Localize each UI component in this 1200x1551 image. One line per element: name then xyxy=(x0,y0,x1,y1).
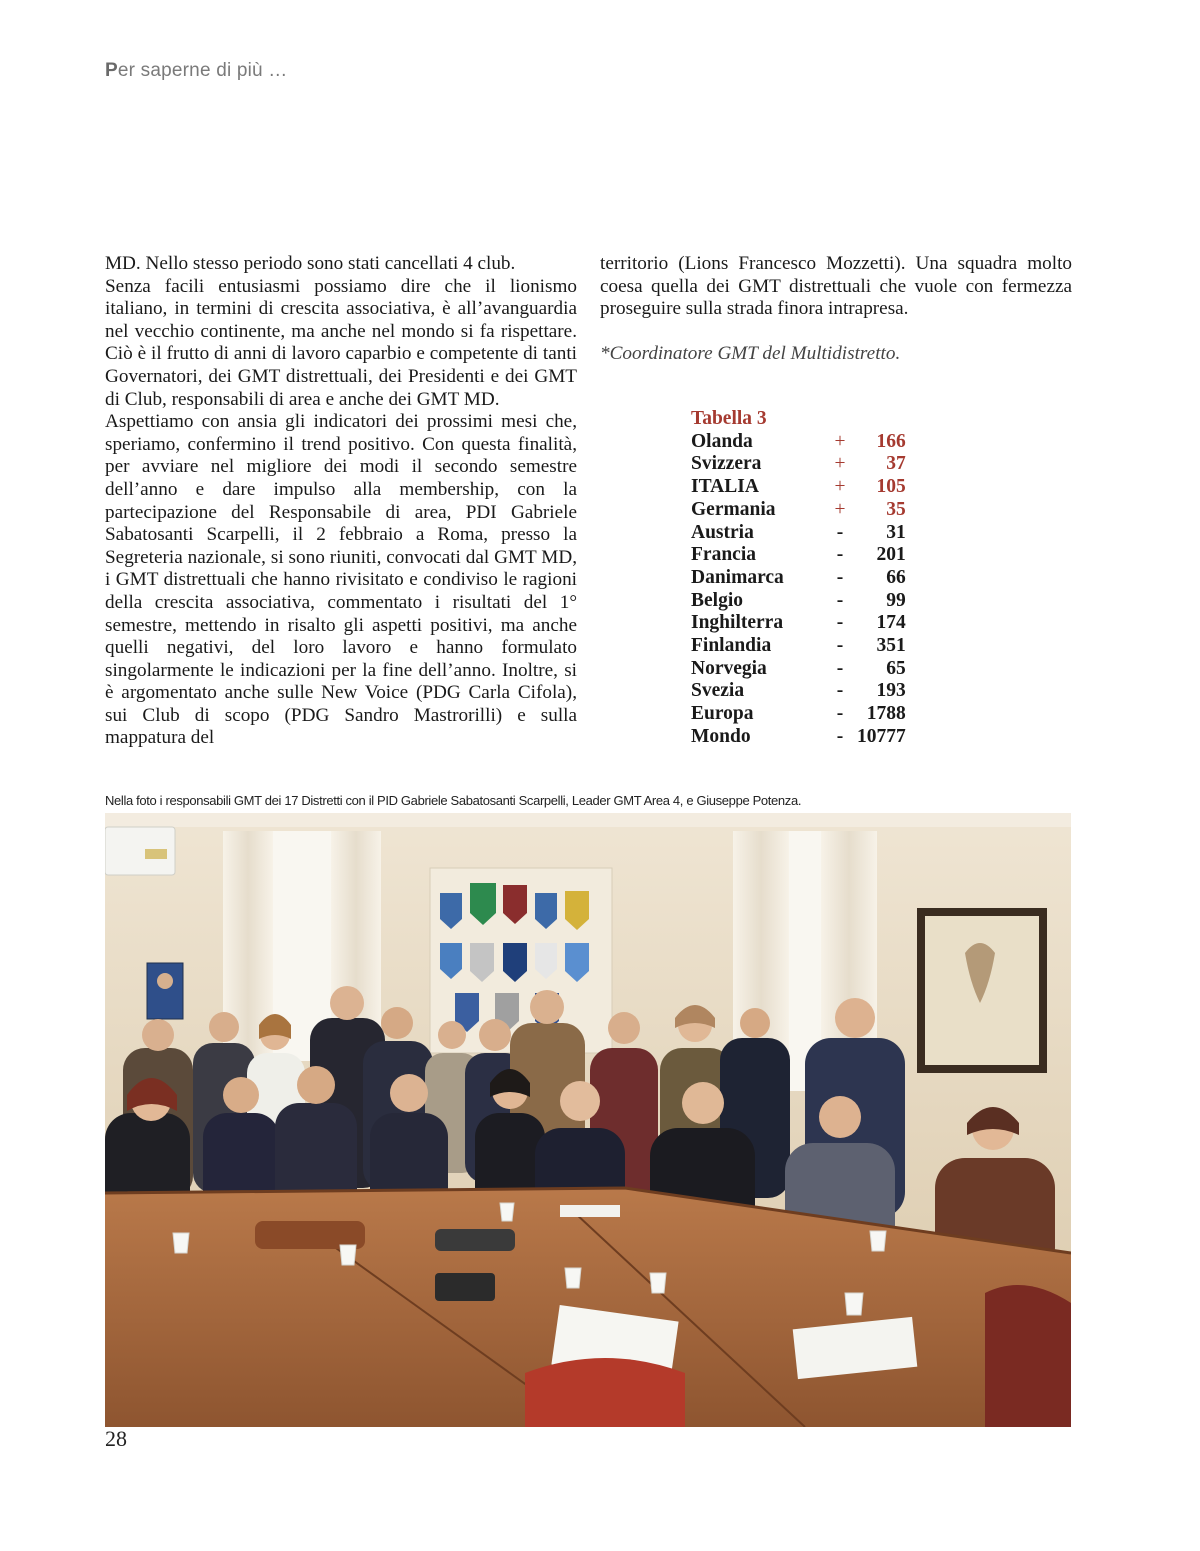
running-header-text: er saperne di più … xyxy=(117,60,288,81)
change-value: 66 xyxy=(886,566,906,588)
change-value: 99 xyxy=(886,589,906,611)
table-row xyxy=(691,522,906,545)
membership-table xyxy=(691,408,906,749)
group-photo-illustration xyxy=(105,813,1071,1427)
country-name: Danimarca xyxy=(691,566,784,588)
country-name: Svezia xyxy=(691,680,745,702)
change-sign: - xyxy=(836,725,844,747)
country-name: Norvegia xyxy=(691,657,767,679)
country-name: Olanda xyxy=(691,430,753,452)
table-row xyxy=(691,544,906,567)
change-sign: - xyxy=(836,612,844,634)
change-value: 105 xyxy=(876,476,906,498)
country-name: Finlandia xyxy=(691,635,772,657)
table-row xyxy=(691,703,906,726)
change-value: 37 xyxy=(886,453,906,475)
table-row xyxy=(691,726,906,749)
change-sign: - xyxy=(836,680,844,702)
page-number: 28 xyxy=(105,1426,127,1451)
country-name: ITALIA xyxy=(691,476,759,498)
change-value: 65 xyxy=(886,657,906,679)
change-value: 174 xyxy=(876,612,906,634)
change-sign: - xyxy=(836,657,844,679)
change-value: 1788 xyxy=(866,703,906,725)
running-header-initial: P xyxy=(105,60,118,81)
change-value: 201 xyxy=(876,544,906,566)
table-row xyxy=(691,431,906,454)
change-value: 166 xyxy=(876,430,906,452)
change-sign: + xyxy=(834,453,846,475)
table-row xyxy=(691,590,906,613)
change-sign: + xyxy=(834,476,846,498)
change-value: 351 xyxy=(876,635,906,657)
change-value: 31 xyxy=(886,521,906,543)
table-row xyxy=(691,476,906,499)
change-sign: - xyxy=(836,589,844,611)
group-photo xyxy=(105,813,1071,1427)
article-column-right xyxy=(600,253,1072,365)
photo-caption: Nella foto i responsabili GMT dei 17 Distretti con il PID Gabriele Sabatosanti Scarpelli, Leader GMT Area 4, e Giuseppe Potenza. xyxy=(105,793,802,808)
country-name: Austria xyxy=(691,521,754,543)
change-value: 35 xyxy=(886,498,906,520)
table-row xyxy=(691,658,906,681)
article-column-left xyxy=(105,253,577,750)
country-name: Germania xyxy=(691,498,776,520)
article-paragraph: Senza facili entusiasmi possiamo dire che il lionismo italiano, in termini di crescita associativa, è all’avanguardia nel vecchio continente, ma anche nel mondo si fa rispettare. Ciò è il frutto di anni di lavoro caparbio e competente di tanti Governatori, dei GMT distrettuali, dei Presidenti e dei GMT di Club, responsabili di area e anche dei GMT MD. xyxy=(105,275,577,410)
country-name: Svizzera xyxy=(691,453,762,475)
running-header xyxy=(105,60,288,82)
table-title: Tabella 3 xyxy=(691,408,767,429)
table-row xyxy=(691,567,906,590)
author-footnote: *Coordinatore GMT del Multidistretto. xyxy=(600,342,901,364)
country-name: Inghilterra xyxy=(691,612,784,634)
article-paragraph: Aspettiamo con ansia gli indicatori dei prossimi mesi che, speriamo, confermino il trend positivo. Con questa finalità, per avviare nel migliore dei modi il secondo semestre dell’anno e dare impulso alla membership, con la partecipazione del Responsabile di area, PDI Gabriele Sabatosanti Scarpelli, il 2 febbraio a Roma, presso la Segreteria nazionale, si sono riuniti, convocati dal GMT MD, i GMT distrettuali che hanno rivisitato e condiviso le ragioni della crescita associativa, commentato i risultati del 1° semestre, mettendo in risalto gli aspetti positivi, ma anche quelli negativi, del loro lavoro e hanno formulato singolarmente le indicazioni per la fine dell’anno. Inoltre, si è argomentato anche sulle New Voice (PDG Carla Cifola), sui Club di scopo (PDG Sandro Mastrorilli) e sulla mappatura del xyxy=(105,411,577,749)
change-sign: - xyxy=(836,635,844,657)
change-sign: - xyxy=(836,703,844,725)
country-name: Belgio xyxy=(691,589,743,611)
country-name: Mondo xyxy=(691,725,751,747)
article-paragraph: territorio (Lions Francesco Mozzetti). Una squadra molto coesa quella dei GMT distrettuali che vuole con fermezza proseguire sulla strada finora intrapresa. xyxy=(600,253,1072,320)
table-row xyxy=(691,612,906,635)
change-sign: - xyxy=(836,544,844,566)
article-paragraph: MD. Nello stesso periodo sono stati cancellati 4 club. xyxy=(105,253,516,274)
change-value: 193 xyxy=(876,680,906,702)
table-row xyxy=(691,499,906,522)
table-row xyxy=(691,635,906,658)
table-row xyxy=(691,453,906,476)
change-sign: - xyxy=(836,566,844,588)
change-value: 10777 xyxy=(857,725,906,747)
change-sign: + xyxy=(834,430,846,452)
country-name: Francia xyxy=(691,544,756,566)
table-row xyxy=(691,680,906,703)
country-name: Europa xyxy=(691,703,754,725)
change-sign: - xyxy=(836,521,844,543)
change-sign: + xyxy=(834,498,846,520)
